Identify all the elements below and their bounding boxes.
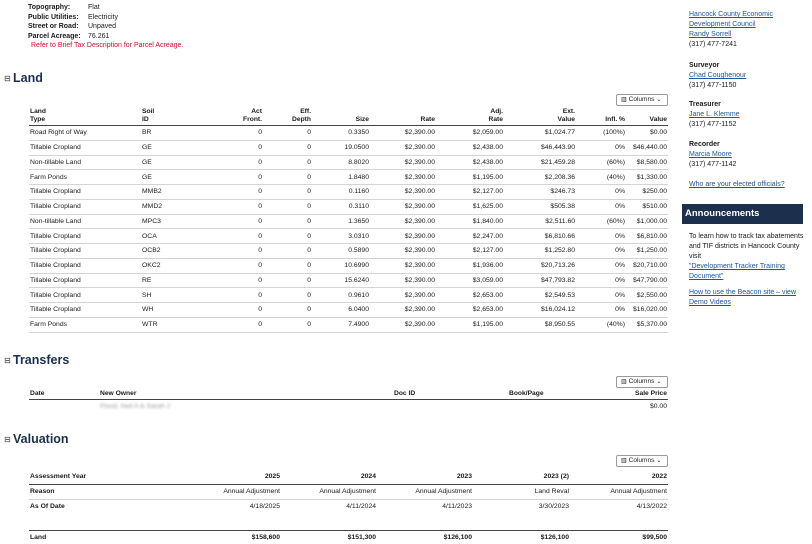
cell-value: $6,810.00 xyxy=(626,229,668,244)
cell-rate: $2,390.00 xyxy=(370,273,436,288)
summary-value: 76.261 xyxy=(88,32,110,40)
valuation-table-body xyxy=(29,469,668,544)
land-section-title: Land xyxy=(13,71,43,85)
cell-rate: $2,390.00 xyxy=(370,244,436,259)
cell-ext-value: $2,208.36 xyxy=(504,170,576,185)
cell-size: 10.6990 xyxy=(312,258,370,273)
cell-as-of-date: 4/11/2023 xyxy=(442,502,472,510)
cell-land-value: $158,600 xyxy=(251,533,280,541)
cell-adj-rate: $2,653.00 xyxy=(436,288,504,303)
cell-reason: Annual Adjustment xyxy=(281,484,377,499)
transfers-section-title: Transfers xyxy=(13,353,70,367)
cell-eff-depth: 0 xyxy=(263,288,312,303)
cell-value: $8,580.00 xyxy=(626,155,668,170)
land-table-body xyxy=(29,126,668,333)
table-header-row xyxy=(29,108,668,126)
cell-size: 15.6240 xyxy=(312,273,370,288)
cell-value: $1,000.00 xyxy=(626,214,668,229)
cell-adj-rate: $2,127.00 xyxy=(436,244,504,259)
table-row xyxy=(29,258,668,273)
summary-row xyxy=(28,13,183,23)
table-row xyxy=(29,155,668,170)
cell-size: 0.3350 xyxy=(312,126,370,141)
cell-infl-pct: 0% xyxy=(576,229,626,244)
cell-soil-id: BR xyxy=(141,126,201,141)
transfers-section-header[interactable] xyxy=(4,353,69,367)
summary-key: Public Utilities: xyxy=(28,13,79,21)
col-header-ext-value[interactable]: Ext. Value xyxy=(504,108,576,126)
col-header-date[interactable]: Date xyxy=(29,390,99,400)
summary-key: Street or Road: xyxy=(28,23,79,30)
cell-infl-pct: 0% xyxy=(576,273,626,288)
cell-reason: Annual Adjustment xyxy=(377,484,473,499)
cell-adj-rate: $1,195.00 xyxy=(436,170,504,185)
cell-soil-id: GE xyxy=(141,155,201,170)
cell-infl-pct: 0% xyxy=(576,258,626,273)
cell-infl-pct: 0% xyxy=(576,244,626,259)
cell-rate: $2,390.00 xyxy=(370,170,436,185)
cell-infl-pct: 0% xyxy=(576,185,626,200)
summary-row xyxy=(28,3,183,13)
valuation-section-title: Valuation xyxy=(13,432,69,446)
cell-adj-rate: $1,625.00 xyxy=(436,199,504,214)
table-row xyxy=(29,199,668,214)
cell-soil-id: MMB2 xyxy=(141,185,201,200)
valuation-columns-button[interactable] xyxy=(616,455,668,467)
treasurer-block xyxy=(689,100,807,130)
cell-ext-value: $2,549.53 xyxy=(504,288,576,303)
cell-adj-rate: $2,247.00 xyxy=(436,229,504,244)
sidebar xyxy=(682,0,812,541)
treasurer-link[interactable]: Jane L. Klemme xyxy=(689,111,740,118)
treasurer-title: Treasurer xyxy=(689,101,721,108)
table-header-row xyxy=(29,390,668,400)
col-header-value[interactable]: Value xyxy=(626,108,668,126)
cell-soil-id: GE xyxy=(141,140,201,155)
cell-eff-depth: 0 xyxy=(263,317,312,332)
valuation-row-land-value xyxy=(29,530,668,544)
cell-value: $20,710.00 xyxy=(626,258,668,273)
summary-row xyxy=(28,22,183,32)
cell-land-type: Road Right of Way xyxy=(29,126,141,141)
cell-eff-depth: 0 xyxy=(263,214,312,229)
cell-land-type: Farm Ponds xyxy=(29,170,141,185)
cell-rate: $2,390.00 xyxy=(370,185,436,200)
cell-eff-depth: 0 xyxy=(263,303,312,318)
council-contact-link[interactable]: Randy Sorrell xyxy=(689,31,732,38)
cell-size: 0.3110 xyxy=(312,199,370,214)
announcements-block xyxy=(689,232,807,308)
cell-eff-depth: 0 xyxy=(263,170,312,185)
cell-eff-depth: 0 xyxy=(263,140,312,155)
col-header-book-page[interactable]: Book/Page xyxy=(508,390,588,400)
recorder-block xyxy=(689,140,807,170)
cell-reason: Land Reval xyxy=(473,484,570,499)
cell-ext-value: $6,810.66 xyxy=(504,229,576,244)
cell-rate: $2,390.00 xyxy=(370,199,436,214)
cell-as-of-date: 4/11/2024 xyxy=(346,502,376,510)
col-header-eff-depth[interactable]: Eff. Depth xyxy=(263,108,312,126)
columns-label: Columns xyxy=(628,378,655,385)
cell-infl-pct: (40%) xyxy=(576,317,626,332)
cell-infl-pct: 0% xyxy=(576,288,626,303)
collapse-toggle-icon[interactable]: ⊟ xyxy=(4,73,11,83)
cell-value: $16,020.00 xyxy=(626,303,668,318)
collapse-toggle-icon[interactable]: ⊟ xyxy=(4,434,11,444)
cell-infl-pct: 0% xyxy=(576,303,626,318)
cell-value: $5,370.00 xyxy=(626,317,668,332)
collapse-toggle-icon[interactable]: ⊟ xyxy=(4,355,11,365)
cell-adj-rate: $1,195.00 xyxy=(436,317,504,332)
cell-value: $510.00 xyxy=(626,199,668,214)
cell-size: 0.1160 xyxy=(312,185,370,200)
cell-ext-value: $1,024.77 xyxy=(504,126,576,141)
property-summary xyxy=(28,3,183,51)
cell-infl-pct: (40%) xyxy=(576,170,626,185)
cell-size: 8.8020 xyxy=(312,155,370,170)
cell-land-type: Tillable Cropland xyxy=(29,258,141,273)
cell-ext-value: $46,443.90 xyxy=(504,140,576,155)
cell-land-type: Tillable Cropland xyxy=(29,199,141,214)
cell-ext-value: $20,713.26 xyxy=(504,258,576,273)
cell-act-front: 0 xyxy=(201,199,263,214)
cell-soil-id: MPC3 xyxy=(141,214,201,229)
surveyor-phone: (317) 477-1150 xyxy=(689,82,737,89)
cell-eff-depth: 0 xyxy=(263,185,312,200)
table-row xyxy=(29,140,668,155)
transfer-owner: Flood, Neil A & Sarah J xyxy=(100,403,170,411)
cell-adj-rate: $3,059.00 xyxy=(436,273,504,288)
treasurer-phone: (317) 477-1152 xyxy=(689,121,737,128)
cell-size: 3.0310 xyxy=(312,229,370,244)
col-header-rate[interactable]: Rate xyxy=(370,108,436,126)
col-header-act-front[interactable]: Act Front. xyxy=(201,108,263,126)
table-row xyxy=(29,303,668,318)
cell-ext-value: $16,024.12 xyxy=(504,303,576,318)
col-header-sale-price[interactable]: Sale Price xyxy=(588,390,668,400)
columns-icon: ▥ xyxy=(621,379,627,385)
cell-rate: $2,390.00 xyxy=(370,140,436,155)
table-row xyxy=(29,244,668,259)
cell-rate: $2,390.00 xyxy=(370,155,436,170)
cell-act-front: 0 xyxy=(201,244,263,259)
cell-size: 1.8480 xyxy=(312,170,370,185)
columns-label: Columns xyxy=(628,96,655,103)
summary-key: Parcel Acreage: xyxy=(28,32,81,40)
col-header-new-owner[interactable]: New Owner xyxy=(99,390,393,400)
cell-adj-rate: $2,059.00 xyxy=(436,126,504,141)
cell-rate: $2,390.00 xyxy=(370,303,436,318)
cell-act-front: 0 xyxy=(201,288,263,303)
row-label-land-value: Land xyxy=(30,533,47,541)
beacon-demo-link[interactable]: How to use the Beacon site – view Demo Videos xyxy=(689,289,797,306)
chevron-down-icon: ⌄ xyxy=(656,379,662,385)
cell-size: 6.0400 xyxy=(312,303,370,318)
col-header-adj-rate[interactable]: Adj. Rate xyxy=(436,108,504,126)
cell-land-type: Tillable Cropland xyxy=(29,140,141,155)
announcement-text: To learn how to track tax abatements and TIF districts in Hancock County visit xyxy=(689,233,804,260)
cell-reason: Annual Adjustment xyxy=(184,484,281,499)
cell-rate: $2,390.00 xyxy=(370,126,436,141)
cell-land-value: $126,100 xyxy=(540,533,569,541)
cell-rate: $2,390.00 xyxy=(370,229,436,244)
officials-block xyxy=(689,180,807,190)
transfers-table xyxy=(29,390,668,414)
valuation-row-as-of-date xyxy=(29,499,668,513)
table-row xyxy=(29,126,668,141)
cell-ext-value: $1,252.80 xyxy=(504,244,576,259)
table-row xyxy=(29,400,668,414)
spacer-cell xyxy=(29,513,668,530)
transfer-sale-price: $0.00 xyxy=(649,403,667,411)
surveyor-block xyxy=(689,61,807,91)
cell-eff-depth: 0 xyxy=(263,273,312,288)
surveyor-link[interactable]: Chad Coughenour xyxy=(689,72,747,79)
tracker-training-link[interactable]: "Development Tracker Training Document" xyxy=(689,263,785,280)
cell-soil-id: WH xyxy=(141,303,201,318)
land-section-header[interactable] xyxy=(4,71,43,85)
cell-size: 1.3650 xyxy=(312,214,370,229)
chevron-down-icon: ⌄ xyxy=(656,458,662,464)
summary-key: Topography: xyxy=(28,4,71,11)
cell-eff-depth: 0 xyxy=(263,258,312,273)
row-label-reason: Reason xyxy=(29,484,184,499)
cell-assessment-year: 2022 xyxy=(570,469,668,484)
cell-act-front: 0 xyxy=(201,258,263,273)
cell-act-front: 0 xyxy=(201,273,263,288)
cell-land-type: Tillable Cropland xyxy=(29,288,141,303)
summary-value: Flat xyxy=(88,4,100,11)
chevron-down-icon: ⌄ xyxy=(656,97,662,103)
cell-act-front: 0 xyxy=(201,126,263,141)
cell-soil-id: GE xyxy=(141,170,201,185)
cell-rate: $2,390.00 xyxy=(370,288,436,303)
table-row xyxy=(29,214,668,229)
col-header-land-type[interactable]: Land Type xyxy=(29,108,141,126)
cell-size: 0.9610 xyxy=(312,288,370,303)
cell-land-type: Non-tillable Land xyxy=(29,155,141,170)
columns-icon: ▥ xyxy=(621,458,627,464)
cell-adj-rate: $1,840.00 xyxy=(436,214,504,229)
cell-as-of-date: 3/30/2023 xyxy=(538,502,569,510)
table-row xyxy=(29,229,668,244)
cell-rate: $2,390.00 xyxy=(370,214,436,229)
cell-act-front: 0 xyxy=(201,140,263,155)
cell-eff-depth: 0 xyxy=(263,229,312,244)
economic-council-block xyxy=(689,10,807,50)
cell-soil-id: OCA xyxy=(141,229,201,244)
valuation-table xyxy=(29,469,668,544)
table-row xyxy=(29,317,668,332)
transfer-doc-id[interactable] xyxy=(393,400,508,414)
cell-rate: $2,390.00 xyxy=(370,258,436,273)
table-row xyxy=(29,185,668,200)
land-table xyxy=(29,108,668,333)
cell-size: 0.5890 xyxy=(312,244,370,259)
cell-adj-rate: $2,127.00 xyxy=(436,185,504,200)
cell-ext-value: $21,459.28 xyxy=(504,155,576,170)
cell-value: $47,790.00 xyxy=(626,273,668,288)
cell-infl-pct: (60%) xyxy=(576,214,626,229)
cell-eff-depth: 0 xyxy=(263,244,312,259)
cell-infl-pct: 0% xyxy=(576,199,626,214)
cell-assessment-year: 2024 xyxy=(281,469,377,484)
table-row xyxy=(29,170,668,185)
table-row xyxy=(29,288,668,303)
cell-adj-rate: $1,936.00 xyxy=(436,258,504,273)
cell-infl-pct: (100%) xyxy=(576,126,626,141)
columns-icon: ▥ xyxy=(621,97,627,103)
col-header-doc-id[interactable]: Doc ID xyxy=(393,390,508,400)
cell-soil-id: RE xyxy=(141,273,201,288)
cell-ext-value: $2,511.60 xyxy=(504,214,576,229)
cell-act-front: 0 xyxy=(201,317,263,332)
cell-land-value: $126,100 xyxy=(443,533,472,541)
cell-as-of-date: 4/13/2022 xyxy=(636,502,667,510)
cell-eff-depth: 0 xyxy=(263,126,312,141)
cell-land-type: Tillable Cropland xyxy=(29,273,141,288)
cell-adj-rate: $2,653.00 xyxy=(436,303,504,318)
cell-land-value: $151,300 xyxy=(347,533,376,541)
summary-value: Electricity xyxy=(88,13,118,21)
valuation-row-assessment-year xyxy=(29,469,668,484)
cell-land-type: Tillable Cropland xyxy=(29,229,141,244)
acreage-note: Refer to Brief Tax Description for Parcel Acreage. xyxy=(31,42,184,49)
col-header-size[interactable]: Size xyxy=(312,108,370,126)
cell-soil-id: WTR xyxy=(141,317,201,332)
cell-soil-id: MMD2 xyxy=(141,199,201,214)
valuation-section-header[interactable] xyxy=(4,432,69,446)
cell-infl-pct: (60%) xyxy=(576,155,626,170)
cell-reason: Annual Adjustment xyxy=(570,484,668,499)
cell-value: $250.00 xyxy=(626,185,668,200)
cell-ext-value: $246.73 xyxy=(504,185,576,200)
cell-act-front: 0 xyxy=(201,185,263,200)
cell-soil-id: OCB2 xyxy=(141,244,201,259)
elected-officials-link[interactable]: Who are your elected officials? xyxy=(689,181,785,188)
surveyor-title: Surveyor xyxy=(689,62,720,69)
spacer-row xyxy=(29,513,668,530)
cell-act-front: 0 xyxy=(201,214,263,229)
cell-adj-rate: $2,438.00 xyxy=(436,140,504,155)
col-header-soil-id[interactable]: Soil ID xyxy=(141,108,201,126)
cell-assessment-year: 2023 xyxy=(377,469,473,484)
cell-size: 7.4900 xyxy=(312,317,370,332)
cell-land-type: Farm Ponds xyxy=(29,317,141,332)
cell-infl-pct: 0% xyxy=(576,140,626,155)
cell-value: $2,550.00 xyxy=(626,288,668,303)
cell-adj-rate: $2,438.00 xyxy=(436,155,504,170)
row-label-assessment-year: Assessment Year xyxy=(29,469,184,484)
council-link[interactable]: Development Council xyxy=(689,21,756,28)
cell-land-value: $99,500 xyxy=(642,533,667,541)
transfer-date xyxy=(29,400,99,414)
columns-label: Columns xyxy=(628,457,655,464)
cell-land-type: Tillable Cropland xyxy=(29,244,141,259)
cell-value: $1,330.00 xyxy=(626,170,668,185)
announcements-header: Announcements xyxy=(682,204,803,224)
transfers-columns-button[interactable] xyxy=(616,376,668,388)
cell-value: $0.00 xyxy=(626,126,668,141)
cell-act-front: 0 xyxy=(201,303,263,318)
summary-row xyxy=(28,32,183,42)
cell-ext-value: $8,950.55 xyxy=(504,317,576,332)
cell-as-of-date: 4/18/2025 xyxy=(249,502,280,510)
council-link[interactable]: Hancock County Economic xyxy=(689,11,774,18)
table-row xyxy=(29,273,668,288)
cell-value: $1,250.00 xyxy=(626,244,668,259)
council-phone: (317) 477-7241 xyxy=(689,41,737,48)
cell-eff-depth: 0 xyxy=(263,199,312,214)
cell-soil-id: OKC2 xyxy=(141,258,201,273)
cell-ext-value: $47,793.82 xyxy=(504,273,576,288)
cell-size: 19.0500 xyxy=(312,140,370,155)
recorder-phone: (317) 477-1142 xyxy=(689,161,737,168)
cell-act-front: 0 xyxy=(201,170,263,185)
cell-assessment-year: 2023 (2) xyxy=(473,469,570,484)
cell-ext-value: $505.38 xyxy=(504,199,576,214)
summary-value: Unpaved xyxy=(88,23,117,30)
cell-rate: $2,390.00 xyxy=(370,317,436,332)
cell-land-type: Non-tillable Land xyxy=(29,214,141,229)
cell-eff-depth: 0 xyxy=(263,155,312,170)
cell-value: $46,440.00 xyxy=(626,140,668,155)
cell-land-type: Tillable Cropland xyxy=(29,185,141,200)
row-label-as-of-date: As Of Date xyxy=(30,502,65,510)
cell-act-front: 0 xyxy=(201,155,263,170)
valuation-row-reason xyxy=(29,484,668,499)
land-columns-button[interactable] xyxy=(616,94,668,106)
cell-soil-id: SH xyxy=(141,288,201,303)
col-header-infl[interactable]: Infl. % xyxy=(576,108,626,126)
recorder-title: Recorder xyxy=(689,141,720,148)
cell-act-front: 0 xyxy=(201,229,263,244)
recorder-link[interactable]: Marcia Moore xyxy=(689,151,732,158)
transfer-book-page xyxy=(508,400,588,414)
cell-assessment-year: 2025 xyxy=(184,469,281,484)
cell-land-type: Tillable Cropland xyxy=(29,303,141,318)
